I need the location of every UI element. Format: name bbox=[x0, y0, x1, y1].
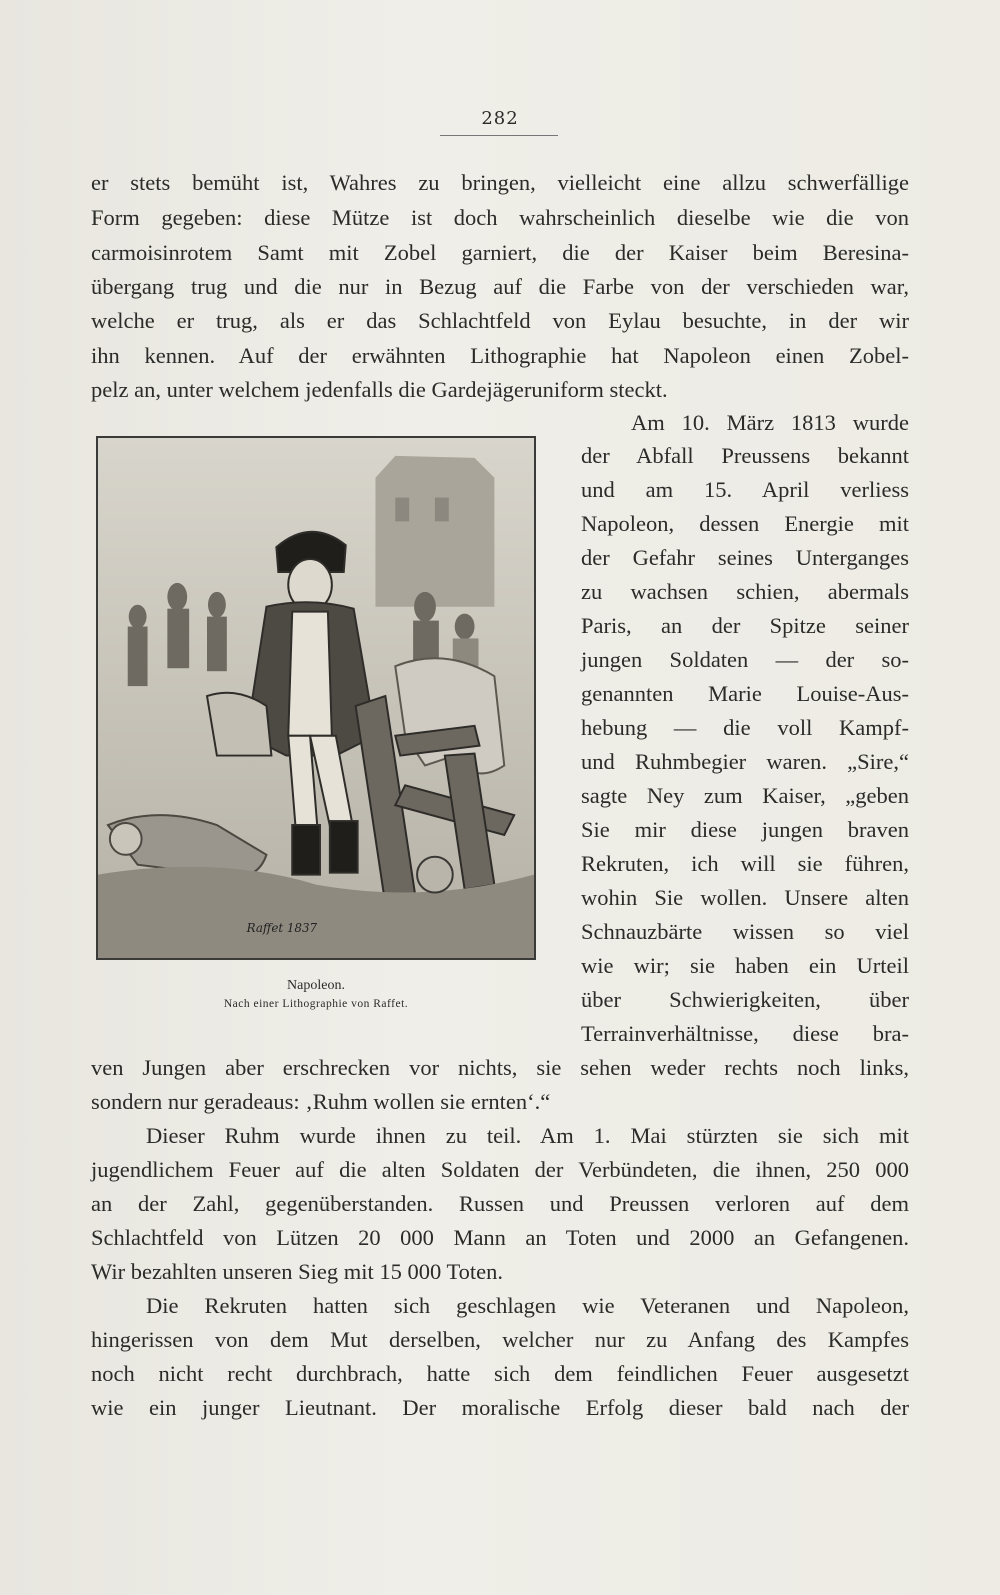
text-line: hebung — die voll Kampf- bbox=[581, 715, 909, 740]
text-line: jungen Soldaten — der so- bbox=[581, 647, 909, 672]
text-line: Terrainverhältnisse, diese bra- bbox=[581, 1021, 909, 1046]
text-line: er stets bemüht ist, Wahres zu bringen, vielleicht eine allzu schwerfällige bbox=[91, 170, 909, 195]
text-line: sagte Ney zum Kaiser, „geben bbox=[581, 783, 909, 808]
text-line: welche er trug, als er das Schlachtfeld von Eylau besuchte, in der wir bbox=[91, 308, 909, 333]
figure-caption-source: Nach einer Lithographie von Raffet. bbox=[223, 998, 409, 1010]
text-line: Dieser Ruhm wurde ihnen zu teil. Am 1. Mai stürzten sie sich mit bbox=[146, 1123, 909, 1148]
text-line: Schnauzbärte wissen so viel bbox=[581, 919, 909, 944]
text-line: noch nicht recht durchbrach, hatte sich dem feindlichen Feuer ausgesetzt bbox=[91, 1361, 909, 1386]
text-line: Rekruten, ich will sie führen, bbox=[581, 851, 909, 876]
text-line: der Abfall Preussens bekannt bbox=[581, 443, 909, 468]
text-line: wie wir; sie haben ein Urteil bbox=[581, 953, 909, 978]
text-line: pelz an, unter welchem jedenfalls die Gardejägeruniform steckt. bbox=[91, 377, 668, 402]
text-line: wie ein junger Lieutnant. Der moralische Erfolg dieser bald nach der bbox=[91, 1395, 909, 1420]
text-line: Napoleon, dessen Energie mit bbox=[581, 511, 909, 536]
text-line: hingerissen von dem Mut derselben, welcher nur zu Anfang des Kampfes bbox=[91, 1327, 909, 1352]
text-line: Sie mir diese jungen braven bbox=[581, 817, 909, 842]
text-line: übergang trug und die nur in Bezug auf die Farbe von der verschieden war, bbox=[91, 274, 909, 299]
text-line: Form gegeben: diese Mütze ist doch wahrscheinlich dieselbe wie die von bbox=[91, 205, 909, 230]
text-line: Schlachtfeld von Lützen 20 000 Mann an Toten und 2000 an Gefangenen. bbox=[91, 1225, 909, 1250]
text-line: Wir bezahlten unseren Sieg mit 15 000 Toten. bbox=[91, 1259, 504, 1284]
text-line: sondern nur geradeaus: ‚Ruhm wollen sie ernten‘.“ bbox=[91, 1089, 551, 1114]
text-line: und Ruhmbegier waren. „Sire,“ bbox=[581, 749, 909, 774]
text-line: an der Zahl, gegenüberstanden. Russen und Preussen verloren auf dem bbox=[91, 1191, 909, 1216]
text-line: und am 15. April verliess bbox=[581, 477, 909, 502]
text-line: genannten Marie Louise-Aus- bbox=[581, 681, 909, 706]
text-line: wohin Sie wollen. Unsere alten bbox=[581, 885, 909, 910]
page-number-rule bbox=[440, 135, 558, 136]
lithograph-image bbox=[98, 438, 534, 958]
text-line: über Schwierigkeiten, über bbox=[581, 987, 909, 1012]
text-line: carmoisinrotem Samt mit Zobel garniert, die der Kaiser beim Beresina- bbox=[91, 240, 909, 265]
artist-signature: Raffet 1837 bbox=[246, 921, 318, 936]
figure-caption-title: Napoleon. bbox=[287, 978, 345, 993]
text-line: ven Jungen aber erschrecken vor nichts, sie sehen weder rechts noch links, bbox=[91, 1055, 909, 1080]
text-line: ihn kennen. Auf der erwähnten Lithographie hat Napoleon einen Zobel- bbox=[91, 343, 909, 368]
text-line: zu wachsen schien, abermals bbox=[581, 579, 909, 604]
text-line: Paris, an der Spitze seiner bbox=[581, 613, 909, 638]
napoleon-illustration bbox=[96, 436, 536, 960]
text-line: jugendlichem Feuer auf die alten Soldaten der Verbündeten, die ihnen, 250 000 bbox=[91, 1157, 909, 1182]
text-line: Die Rekruten hatten sich geschlagen wie Veteranen und Napoleon, bbox=[146, 1293, 909, 1318]
page-number: 282 bbox=[481, 108, 519, 129]
text-line: Am 10. März 1813 wurde bbox=[631, 410, 909, 435]
text-line: der Gefahr seines Unterganges bbox=[581, 545, 909, 570]
